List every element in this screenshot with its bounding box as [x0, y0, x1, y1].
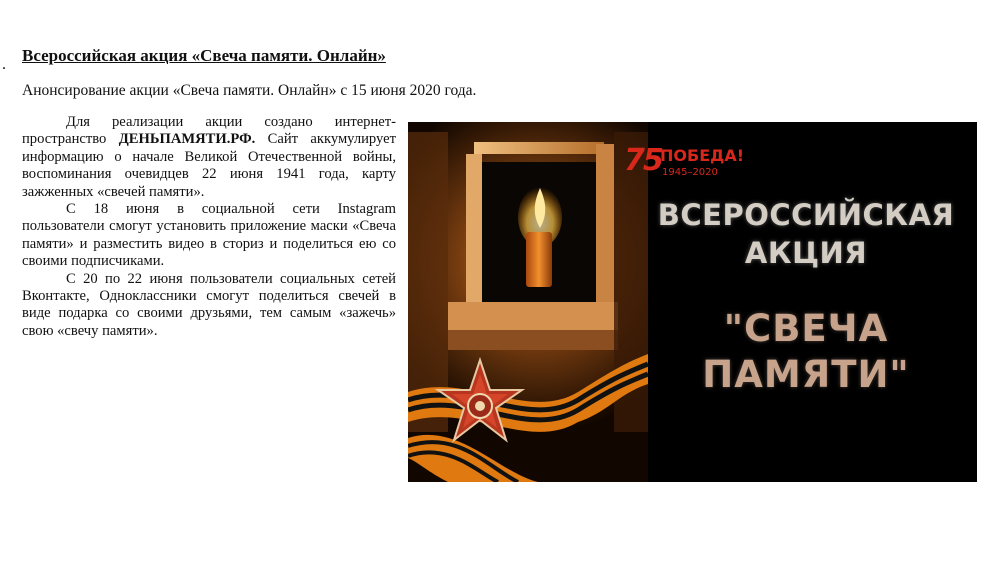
campaign-poster [408, 122, 977, 482]
logo-word: ПОБЕДА! [660, 146, 745, 165]
site-name: ДЕНЬПАМЯТИ.РФ. [118, 131, 256, 148]
paragraph-1 [22, 114, 396, 201]
paragraph-3: С 20 по 22 июня пользователи социальных сетей Вконтакте, Одноклассники смогут поделиться свечей в виде подарка со своими друзьями, тем самым «зажечь» свою «свечу памяти». [22, 270, 396, 339]
paragraph-2: С 18 июня в социальной сети Instagram пользователи смогут установить приложение маски «Свеча памяти» и разместить видео в сториз и поделиться ею со своими подписчиками. [22, 201, 396, 270]
document-subtitle: Анонсирование акции «Свеча памяти. Онлайн» с 15 июня 2020 года. [22, 82, 477, 99]
list-bullet: . [2, 56, 6, 73]
document-title: Всероссийская акция «Свеча памяти. Онлайн» [22, 46, 386, 65]
paragraph-1-start: Для реализации акции создано интернет-пространство [22, 114, 396, 148]
headline-line-2: АКЦИЯ [744, 236, 868, 270]
campaign-name-line-1: "СВЕЧА [723, 307, 889, 350]
pobeda-logo [624, 144, 764, 194]
campaign-name-line-2: ПАМЯТИ" [702, 353, 910, 396]
paragraph-1-end: Сайт аккумулирует информацию о начале Великой Отечественной войны, воспоминания очевидцев 22 июня 1941 года, карту зажженных «свечей памяти». [22, 131, 396, 200]
logo-years: 1945–2020 [662, 167, 718, 178]
body-text [22, 114, 396, 340]
logo-number: 75 [624, 143, 662, 178]
headline-line-1: ВСЕРОССИЙСКАЯ [657, 198, 955, 232]
poster-campaign-name [638, 306, 974, 398]
poster-headline [638, 196, 974, 272]
